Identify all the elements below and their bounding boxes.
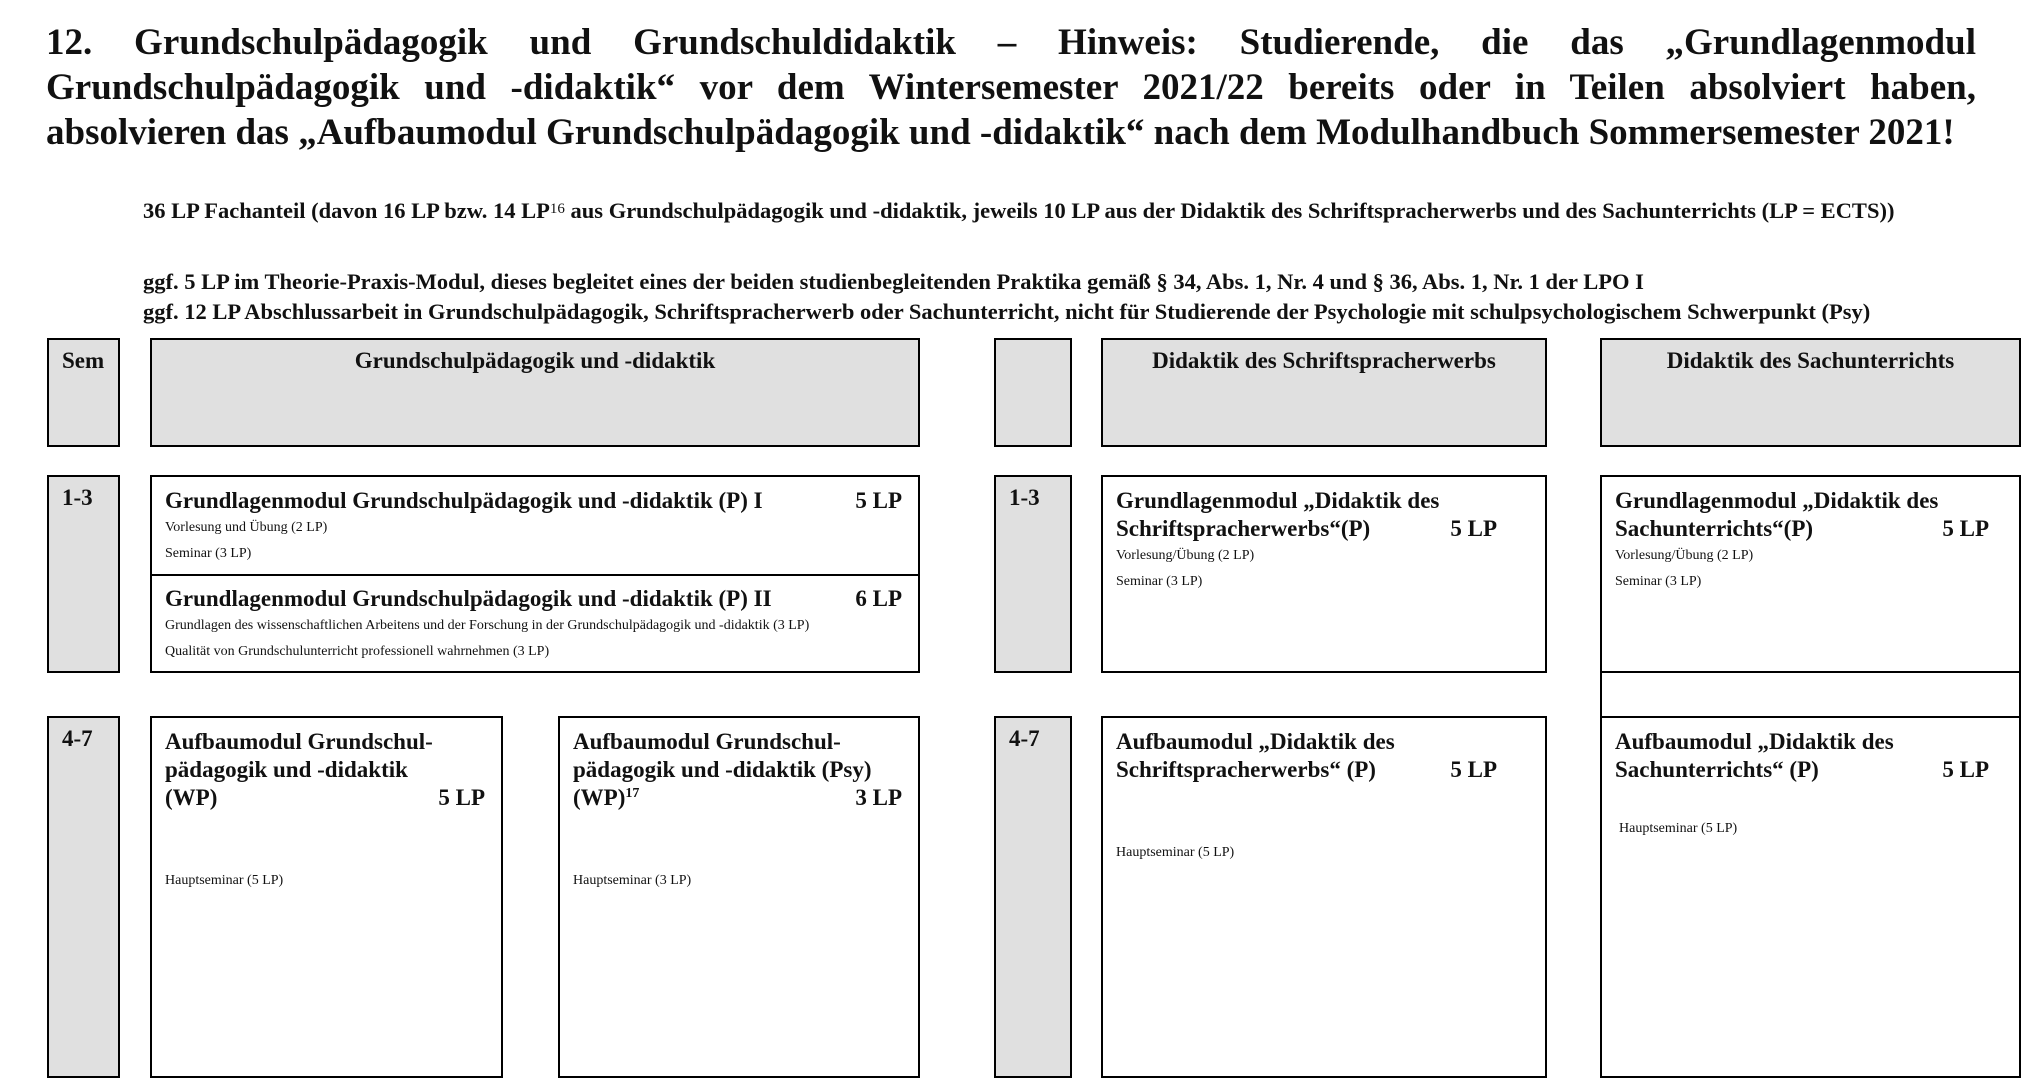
module-title: Aufbaumodul „Didaktik des <box>1615 729 1894 754</box>
module-gsp-aufbau-psy <box>558 716 920 1078</box>
page-title: 12. Grundschulpädagogik und Grundschuldidaktik – Hinweis: Studierende, die das „Grundlagenmodul Grundschulpädagogik und -didaktik“ vor dem Wintersemester 2021/22 bereits oder in Teilen absolviert haben, absolvieren das „Aufbaumodul Grundschulpädagogik und -didaktik“ nach dem Modulhandbuch Sommersemester 2021! <box>46 22 1976 153</box>
module-item: Hauptseminar (3 LP) <box>573 873 692 888</box>
module-title: Aufbaumodul „Didaktik des <box>1116 729 1395 754</box>
divider <box>152 574 918 576</box>
intro-ects-line <box>143 196 2003 226</box>
module-title: Aufbaumodul Grundschul- <box>165 729 433 754</box>
module-title: Grundlagenmodul „Didaktik des <box>1116 488 1440 513</box>
module-title: pädagogik und -didaktik <box>165 757 408 782</box>
footnote-17: 17 <box>625 786 640 801</box>
module-sach-grundlagen <box>1600 475 2021 673</box>
module-lp: 6 LP <box>855 586 902 611</box>
module-lp: 5 LP <box>1942 516 1989 541</box>
module-title: Aufbaumodul Grundschul- <box>573 729 841 754</box>
module-gsp-g1 <box>165 487 902 567</box>
header-sachunterricht: Didaktik des Sachunterrichts <box>1600 338 2021 447</box>
empty-connector-cell <box>1600 671 2021 718</box>
module-item: Seminar (3 LP) <box>1615 574 1702 589</box>
module-item: Vorlesung/Übung (2 LP) <box>1116 548 1255 563</box>
module-title: Sachunterrichts“(P) <box>1615 516 1814 541</box>
module-title: Grundlagenmodul „Didaktik des <box>1615 488 1939 513</box>
module-title: (WP) <box>573 785 626 810</box>
module-sach-aufbau <box>1600 716 2021 1078</box>
sem-1-3: 1-3 <box>47 475 120 673</box>
header-grundschulpaedagogik: Grundschulpädagogik und -didaktik <box>150 338 920 447</box>
header-sem: Sem <box>47 338 120 447</box>
grundlagenmodul-gsp-group <box>150 475 920 673</box>
module-gsp-g2 <box>165 585 902 665</box>
module-title: Grundlagenmodul Grundschulpädagogik und -didaktik (P) I <box>165 488 763 513</box>
module-item: Seminar (3 LP) <box>1116 574 1203 589</box>
module-lp: 3 LP <box>855 785 902 810</box>
module-schrift-aufbau <box>1101 716 1547 1078</box>
module-item: Grundlagen des wissenschaftlichen Arbeitens und der Forschung in der Grundschulpädagogik und -didaktik (3 LP) <box>165 618 810 633</box>
module-item: Hauptseminar (5 LP) <box>1116 845 1235 860</box>
module-gsp-aufbau <box>150 716 503 1078</box>
module-item: Vorlesung und Übung (2 LP) <box>165 520 328 535</box>
module-title: Sachunterrichts“ (P) <box>1615 757 1819 782</box>
module-item: Hauptseminar (5 LP) <box>1619 821 1738 836</box>
sem-4-7: 4-7 <box>47 716 120 1078</box>
module-title: Schriftspracherwerbs“(P) <box>1116 516 1371 541</box>
module-lp: 5 LP <box>438 785 485 810</box>
module-lp: 5 LP <box>1942 757 1989 782</box>
footnote-16: 16 <box>549 201 565 217</box>
header-sem-2 <box>994 338 1072 447</box>
module-lp: 5 LP <box>855 488 902 513</box>
header-schriftspracherwerb: Didaktik des Schriftspracherwerbs <box>1101 338 1547 447</box>
module-lp: 5 LP <box>1450 516 1497 541</box>
module-title: Grundlagenmodul Grundschulpädagogik und -didaktik (P) II <box>165 586 772 611</box>
sem-4-7-right: 4-7 <box>994 716 1072 1078</box>
intro-line1-a: 36 LP Fachanteil (davon 16 LP bzw. 14 LP <box>143 198 550 223</box>
module-item: Qualität von Grundschulunterricht professionell wahrnehmen (3 LP) <box>165 644 550 659</box>
module-title: pädagogik und -didaktik (Psy) <box>573 757 872 782</box>
module-item: Vorlesung/Übung (2 LP) <box>1615 548 1754 563</box>
sem-1-3-right: 1-3 <box>994 475 1072 673</box>
module-item: Hauptseminar (5 LP) <box>165 873 284 888</box>
intro-line1-b: aus Grundschulpädagogik und -didaktik, jeweils 10 LP aus der Didaktik des Schriftspracherwerbs und des Sachunterrichts (LP = ECTS)) <box>564 198 1895 223</box>
module-title: (WP) <box>165 785 218 810</box>
module-item: Seminar (3 LP) <box>165 546 252 561</box>
module-title: Schriftspracherwerbs“ (P) <box>1116 757 1376 782</box>
module-schrift-grundlagen <box>1101 475 1547 673</box>
intro-thesis-line: ggf. 12 LP Abschlussarbeit in Grundschulpädagogik, Schriftspracherwerb oder Sachunterricht, nicht für Studierende der Psychologie mit schulpsychologischem Schwerpunkt (Psy) <box>143 299 1871 324</box>
intro-theory-practice-line: ggf. 5 LP im Theorie-Praxis-Modul, dieses begleitet eines der beiden studienbegleitenden Praktika gemäß § 34, Abs. 1, Nr. 4 und § 36, Abs. 1, Nr. 1 der LPO I <box>143 269 1644 294</box>
module-lp: 5 LP <box>1450 757 1497 782</box>
